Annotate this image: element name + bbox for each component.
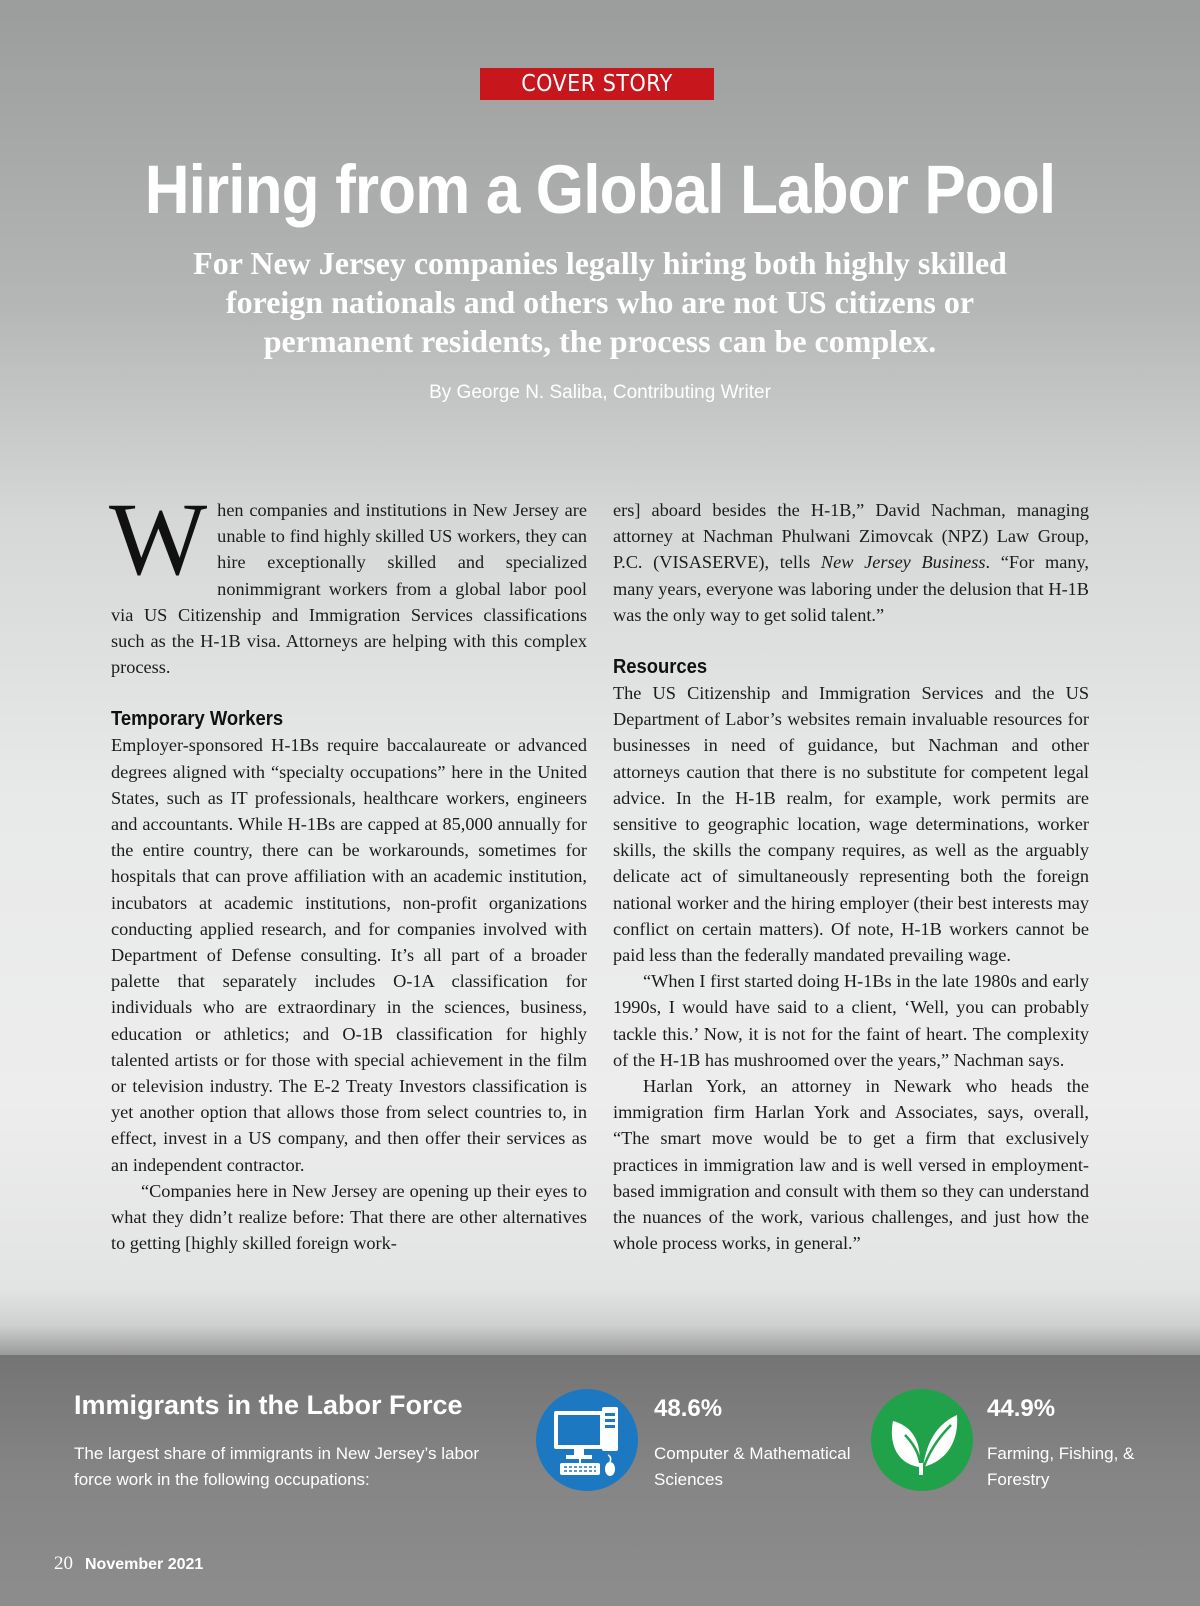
infobox-shadow <box>0 1325 1200 1355</box>
stat-value-computer: 48.6% <box>654 1395 723 1422</box>
article-dek: For New Jersey companies legally hiring both highly skilled foreign nationals and others who are not US citizens or permanent residents, the process can be complex. <box>193 245 1007 359</box>
page-number: 20 <box>54 1553 73 1574</box>
paragraph-2-continued-b: . “For many, many years, everyone was laboring under the delusion that H-1B was the only way to get solid talent.” <box>613 552 1089 625</box>
issue-date: November 2021 <box>85 1556 204 1573</box>
subhead-resources: Resources <box>613 656 708 679</box>
infobox-title: Immigrants in the Labor Force <box>74 1390 463 1420</box>
paragraph-2-continued <box>613 497 1089 628</box>
page-footer <box>54 1553 203 1575</box>
paragraph-5: Harlan York, an attorney in Newark who heads the immigration firm Harlan York and Associates, says, overall, “The smart move would be to get a firm that exclusively practices in immigration law and is well versed in employment-based immigration and consult with them so they can understand the nuances of the work, various challenges, and just how the whole process works, in general.” <box>613 1076 1089 1254</box>
infobox-subtitle: The largest share of immigrants in New Jersey’s labor force work in the following occupations: <box>74 1444 480 1489</box>
paragraph-4: “When I first started doing H-1Bs in the late 1980s and early 1990s, I would have said to a client, ‘Well, you can probably tackle this.’ Now, it is not for the faint of heart. The complexity of the H-1B has mushroomed over the years,” Nachman says. <box>613 971 1089 1070</box>
publication-name: New Jersey Business <box>820 552 986 573</box>
section-tag: COVER STORY <box>480 68 714 100</box>
stat-label-farming: Farming, Fishing, & Forestry <box>987 1444 1135 1489</box>
intro-paragraph <box>109 482 587 680</box>
paragraph-1: Employer-sponsored H-1Bs require baccalaureate or advanced degrees aligned with “specialty occupations” here in the United States, such as IT professionals, healthcare workers, engineers and accountants. While H-1Bs are capped at 85,000 annually for the entire country, there can be workarounds, sometimes for hospitals that can prove affiliation with an academic institution, incubators at academic institutions, non-profit organizations conducting applied research, and for companies involved with Department of Defense consulting. It’s all part of a broader palette that separately includes O-1A classification for individuals who are extraordinary in the sciences, business, education or athletics; and O-1B classification for highly talented artists or for those with special achievement in the film or television industry. The E-2 Treaty Investors classification is yet another option that allows those from select countries to, in effect, invest in a US company, and then offer their services as an independent contractor. <box>111 735 587 1175</box>
paragraph-2: “Companies here in New Jersey are opening up their eyes to what they didn’t realize before: That there are other alternatives to getting [highly skilled foreign work- <box>111 1180 587 1254</box>
article-column-left <box>109 482 587 1256</box>
computer-icon <box>536 1389 638 1491</box>
paragraph-2-continued-a: ers] aboard besides the H-1B,” David Nachman, managing attorney at Nachman Phulwani Zimovcak (NPZ) Law Group, P.C. (VISASERVE), tells <box>613 500 1089 573</box>
intro-text: hen companies and institutions in New Jersey are unable to find highly skilled US workers, they can hire exceptionally skilled and specialized nonimmigrant workers from a global labor pool via US Citizenship and Immigration Services classifications such as the H-1B visa. Attorneys are helping with this complex process. <box>111 500 587 678</box>
leaves-icon <box>871 1389 973 1491</box>
byline: By George N. Saliba, Contributing Writer <box>429 382 771 403</box>
article-headline: Hiring from a Global Labor Pool <box>144 151 1056 228</box>
article-column-right <box>613 497 1089 1256</box>
subhead-temporary-workers: Temporary Workers <box>111 708 284 731</box>
stat-value-farming: 44.9% <box>987 1395 1056 1422</box>
stat-label-computer: Computer & Mathematical Sciences <box>654 1444 851 1489</box>
drop-cap: W <box>109 482 208 597</box>
paragraph-3: The US Citizenship and Immigration Services and the US Department of Labor’s websites remain invaluable resources for businesses in need of guidance, but Nachman and other attorneys caution that there is no substitute for competent legal advice. In the H-1B realm, for example, work permits are sensitive to geographic location, wage determinations, worker skills, the skills the company requires, as well as the arguably delicate act of simultaneously representing both the foreign national worker and the hiring employer (their best interests may conflict on certain matters). Of note, H-1B workers cannot be paid less than the federally mandated prevailing wage. <box>613 683 1089 966</box>
